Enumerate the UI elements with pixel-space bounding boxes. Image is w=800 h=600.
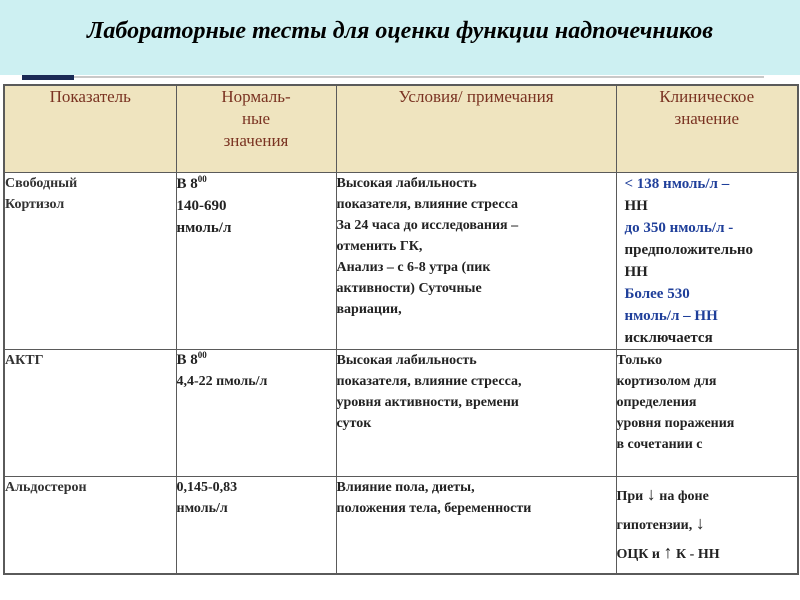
clinical-line: нмоль/л – НН (624, 308, 718, 324)
normal-line: нмоль/л (176, 220, 232, 236)
cell-normal (176, 173, 336, 350)
clinical-line: исключается (624, 330, 713, 346)
clinical-text: на фоне (655, 489, 709, 504)
arrow-down-icon: ↓ (646, 484, 656, 504)
normal-prefix: В 8 (176, 352, 198, 368)
normal-prefix: В 8 (176, 176, 198, 192)
clinical-text: При (616, 489, 647, 504)
notes-line: Высокая лабильность (336, 176, 477, 191)
arrow-down-icon: ↓ (695, 513, 705, 533)
cell-normal (176, 350, 336, 477)
cell-indicator (4, 173, 176, 350)
clinical-line: НН (624, 198, 648, 214)
normal-sup: 00 (197, 350, 207, 360)
normal-line: 140-690 (176, 198, 227, 214)
cell-clinical (616, 477, 798, 575)
header-clinical-line: Клиническое (659, 87, 755, 106)
clinical-line (617, 481, 798, 510)
clinical-text: ОЦК и (616, 547, 664, 562)
notes-line: показателя, влияние стресса, (336, 374, 522, 389)
cell-notes (336, 477, 616, 575)
normal-line: 0,145-0,83 (176, 480, 238, 495)
decor-line (74, 76, 764, 78)
table-row-cortisol (4, 173, 798, 350)
header-normal-line: значения (223, 131, 289, 150)
clinical-text: гипотензии, (616, 518, 696, 533)
table-row-acth (4, 350, 798, 477)
notes-line: положения тела, беременности (336, 501, 532, 516)
header-normal-line: Нормаль- (221, 87, 291, 106)
clinical-line: < 138 нмоль/л – (624, 176, 730, 192)
notes-line: показателя, влияние стресса (336, 197, 518, 212)
clinical-line: до 350 нмоль/л - (624, 220, 734, 236)
cell-indicator (4, 477, 176, 575)
cell-notes (336, 173, 616, 350)
clinical-line (617, 539, 798, 568)
page-title: Лабораторные тесты для оценки функции надпочечников (86, 18, 714, 44)
header-normal-line: ные (241, 109, 271, 128)
clinical-line: предположительно (624, 242, 754, 258)
decor-bar (22, 75, 74, 80)
notes-line: Высокая лабильность (336, 353, 477, 368)
header-row (4, 85, 798, 173)
notes-line: отменить ГК, (336, 239, 423, 254)
lab-tests-table (3, 84, 799, 575)
normal-line: нмоль/л (176, 501, 228, 516)
clinical-line: в сочетании с (616, 437, 703, 452)
cell-clinical (616, 350, 798, 477)
cell-notes (336, 350, 616, 477)
clinical-text: К - НН (672, 547, 720, 562)
notes-line: активности) Суточные (336, 281, 482, 296)
notes-line: суток (336, 416, 372, 431)
normal-sup: 00 (197, 174, 207, 184)
clinical-line: уровня поражения (616, 416, 735, 431)
normal-time (177, 350, 336, 371)
header-conditions: Условия/ примечания (336, 85, 616, 173)
indicator-line: АКТГ (5, 353, 44, 368)
notes-line: уровня активности, времени (336, 395, 519, 410)
notes-line: За 24 часа до исследования – (336, 218, 519, 233)
header-clinical (616, 85, 798, 173)
clinical-line: кортизолом для (616, 374, 717, 389)
clinical-line (617, 510, 798, 539)
clinical-line: определения (616, 395, 697, 410)
normal-line: 4,4-22 пмоль/л (176, 374, 268, 389)
cell-normal (176, 477, 336, 575)
clinical-line: Более 530 (624, 286, 690, 302)
table-row-aldosterone (4, 477, 798, 575)
indicator-line: Альдостерон (5, 480, 87, 495)
clinical-line: Только (616, 353, 663, 368)
notes-line: Влияние пола, диеты, (336, 480, 475, 495)
header-normal-values (176, 85, 336, 173)
header-clinical-line: значение (674, 109, 739, 128)
indicator-line: Свободный (5, 176, 78, 191)
notes-line: вариации, (336, 302, 402, 317)
header-indicator: Показатель (4, 85, 176, 173)
cell-clinical (616, 173, 798, 350)
arrow-up-icon: ↑ (663, 542, 673, 562)
indicator-line: Кортизол (5, 197, 65, 212)
cell-indicator (4, 350, 176, 477)
notes-line: Анализ – с 6-8 утра (пик (336, 260, 491, 275)
clinical-line: НН (624, 264, 648, 280)
normal-time (177, 173, 336, 195)
